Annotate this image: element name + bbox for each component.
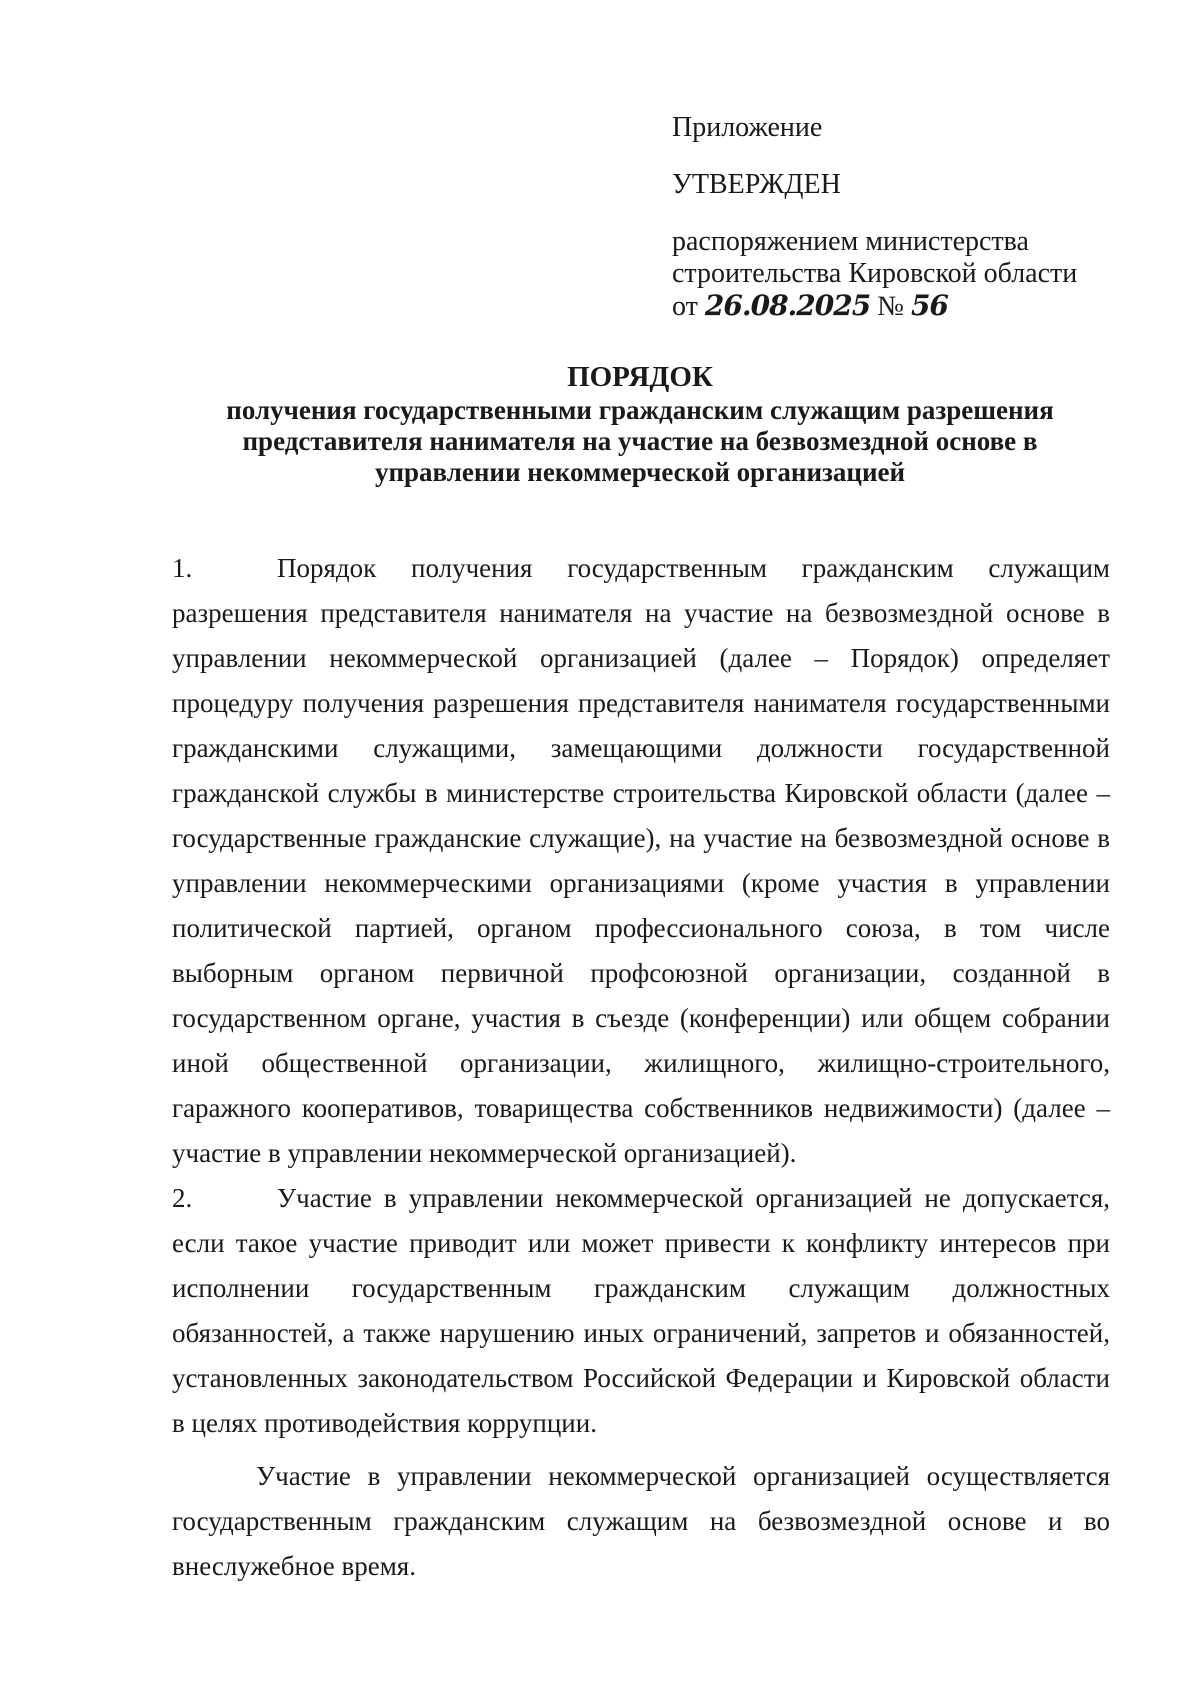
- paragraph-1-text: Порядок получения государственным гражданским служащим разрешения представителя нанимателя на участие на безвозмездной основе в управлении некоммерческой организацией (далее – Порядок) определяет процедуру получения разрешения представителя нанимателя государственными гражданскими служащими, замещающими должности государственной гражданской службы в министерстве строительства Кировской области (далее – государственные гражданские служащие), на участие на безвозмездной основе в управлении некоммерческими организациями (кроме участия в управлении политической партией, органом профессионального союза, в том числе выборным органом первичной профсоюзной организации, созданной в государственном органе, участия в съезде (конференции) или общем собрании иной общественной организации, жилищного, жилищно-строительного, гаражного кооперативов, товарищества собственников недвижимости) (далее – участие в управлении некоммерческой организацией).: [172, 553, 1110, 1168]
- order-line-1: распоряжением министерства: [672, 226, 1029, 257]
- title-line-1: получения государственными гражданским служащим разрешения: [226, 395, 1054, 425]
- approval-block: [672, 112, 1092, 323]
- handwritten-number: 56: [910, 289, 948, 322]
- approved-label: УТВЕРЖДЕН: [672, 169, 841, 200]
- title-line-2: представителя нанимателя на участие на безвозмездной основе в: [242, 426, 1038, 456]
- date-prefix: от: [672, 291, 698, 322]
- paragraph-3: Участие в управлении некоммерческой организацией осуществляется государственным гражданским служащим на безвозмездной основе и во внеслужебное время.: [172, 1461, 1110, 1581]
- title-line-3: управлении некоммерческой организацией: [374, 457, 906, 487]
- order-line-2: строительства Кировской области: [672, 258, 1078, 289]
- paragraph-2-number: 2.: [172, 1183, 193, 1213]
- document-body: [172, 546, 1110, 1589]
- appendix-label: Приложение: [672, 112, 823, 143]
- paragraph-2: [172, 1176, 1110, 1446]
- handwritten-date: 26.08.2025: [704, 289, 871, 322]
- paragraph-2-text: Участие в управлении некоммерческой организацией не допускается, если такое участие приводит или может привести к конфликту интересов при исполнении государственным гражданским служащим должностных обязанностей, а также нарушению иных ограничений, запретов и обязанностей, установленных законодательством Российской Федерации и Кировской области в целях противодействия коррупции.: [172, 1183, 1110, 1438]
- paragraph-1-number: 1.: [172, 553, 193, 583]
- document-title: [170, 362, 1110, 488]
- paragraph-1: [172, 546, 1110, 1176]
- number-sign: №: [877, 291, 904, 322]
- order-date-line: [672, 290, 1092, 323]
- title-main: ПОРЯДОК: [567, 361, 713, 393]
